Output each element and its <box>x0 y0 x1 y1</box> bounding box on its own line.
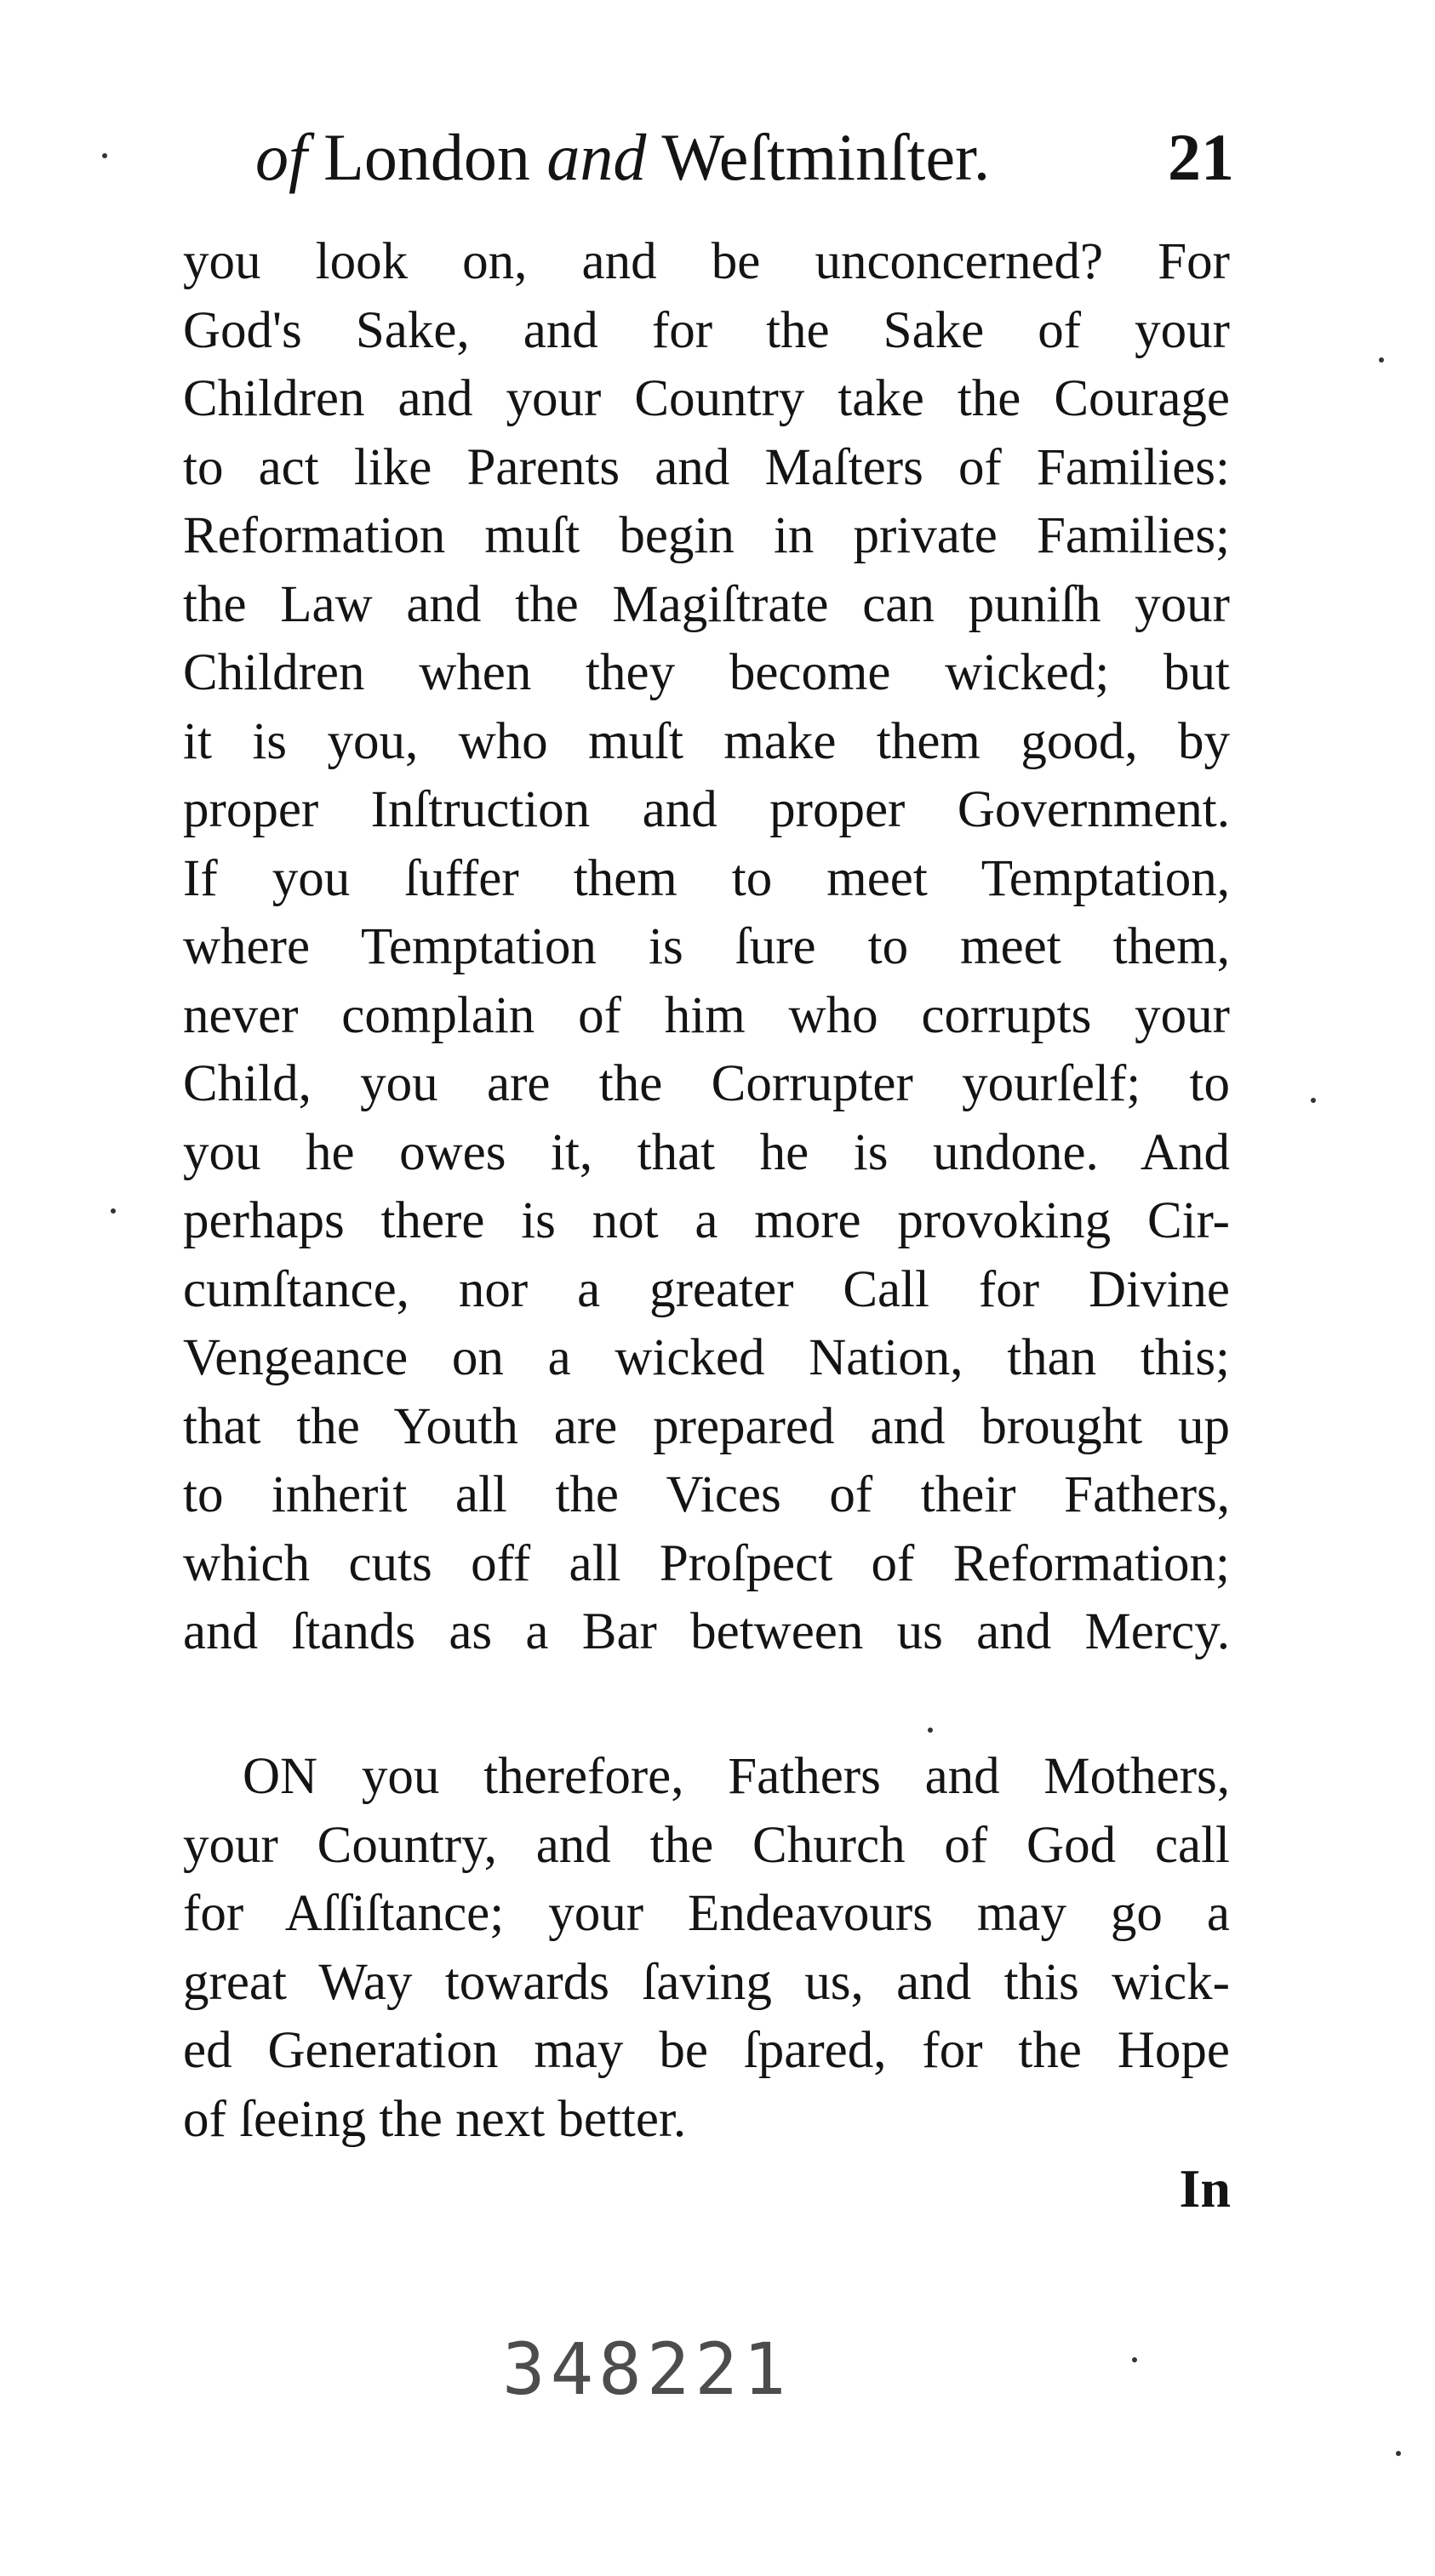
text-line: it is you, who muſt make them good, by <box>183 712 1230 770</box>
text-line: Reformation muſt begin in private Families; <box>183 507 1230 564</box>
running-head <box>255 111 1234 204</box>
text-line: ed Generation may be ſpared, for the Hope <box>183 2022 1230 2079</box>
text-line: God's Sake, and for the Sake of your <box>183 301 1230 359</box>
running-head-westminster: Weſtminſter. <box>661 120 991 194</box>
ink-speck <box>1379 357 1384 363</box>
catchword: In <box>1179 2158 1231 2219</box>
running-head-and: and <box>546 120 647 194</box>
running-head-title <box>255 111 990 204</box>
ink-speck <box>111 1208 116 1214</box>
text-line: you look on, and be unconcerned? For <box>183 233 1230 290</box>
text-line: you he owes it, that he is undone. And <box>183 1123 1230 1181</box>
running-head-london: London <box>323 120 530 194</box>
text-line: Children and your Country take the Courage <box>183 370 1230 427</box>
text-line: for Aſſiſtance; your Endeavours may go a <box>183 1885 1230 1942</box>
text-line: Children when they become wicked; but <box>183 644 1230 701</box>
text-line: cumſtance, nor a greater Call for Divine <box>183 1260 1230 1318</box>
text-line: ON you therefore, Fathers and Mothers, <box>243 1748 1230 1805</box>
text-line: where Temptation is ſure to meet them, <box>183 918 1230 975</box>
ink-speck <box>928 1728 933 1733</box>
ink-speck <box>102 153 107 158</box>
text-line: perhaps there is not a more provoking Cir- <box>183 1192 1230 1249</box>
paragraph-1 <box>183 228 1230 1667</box>
ink-speck <box>1311 1098 1316 1103</box>
text-line: that the Youth are prepared and brought up <box>183 1397 1230 1455</box>
text-line: and ſtands as a Bar between us and Mercy. <box>183 1603 1230 1660</box>
text-line: which cuts off all Proſpect of Reformation; <box>183 1534 1230 1592</box>
text-line: proper Inſtruction and proper Government. <box>183 781 1230 838</box>
text-line: of ſeeing the next better. <box>183 2090 687 2148</box>
text-line: great Way towards ſaving us, and this wick- <box>183 1953 1230 2011</box>
text-line: never complain of him who corrupts your <box>183 986 1230 1044</box>
page-number: 21 <box>1168 120 1234 194</box>
text-line: to act like Parents and Maſters of Families: <box>183 438 1230 496</box>
text-line: Child, you are the Corrupter yourſelf; to <box>183 1055 1230 1112</box>
ink-speck <box>1396 2451 1401 2456</box>
ink-speck <box>1132 2357 1137 2362</box>
running-head-of: of <box>255 120 307 194</box>
text-line: the Law and the Magiſtrate can puniſh your <box>183 575 1230 633</box>
paragraph-2 <box>183 1743 1230 2154</box>
text-line: to inherit all the Vices of their Fathers, <box>183 1466 1230 1523</box>
text-line: Vengeance on a wicked Nation, than this; <box>183 1329 1230 1386</box>
library-stamp-number: 348221 <box>502 2328 792 2411</box>
text-line: If you ſuffer them to meet Temptation, <box>183 849 1230 907</box>
text-line: your Country, and the Church of God call <box>183 1816 1230 1874</box>
